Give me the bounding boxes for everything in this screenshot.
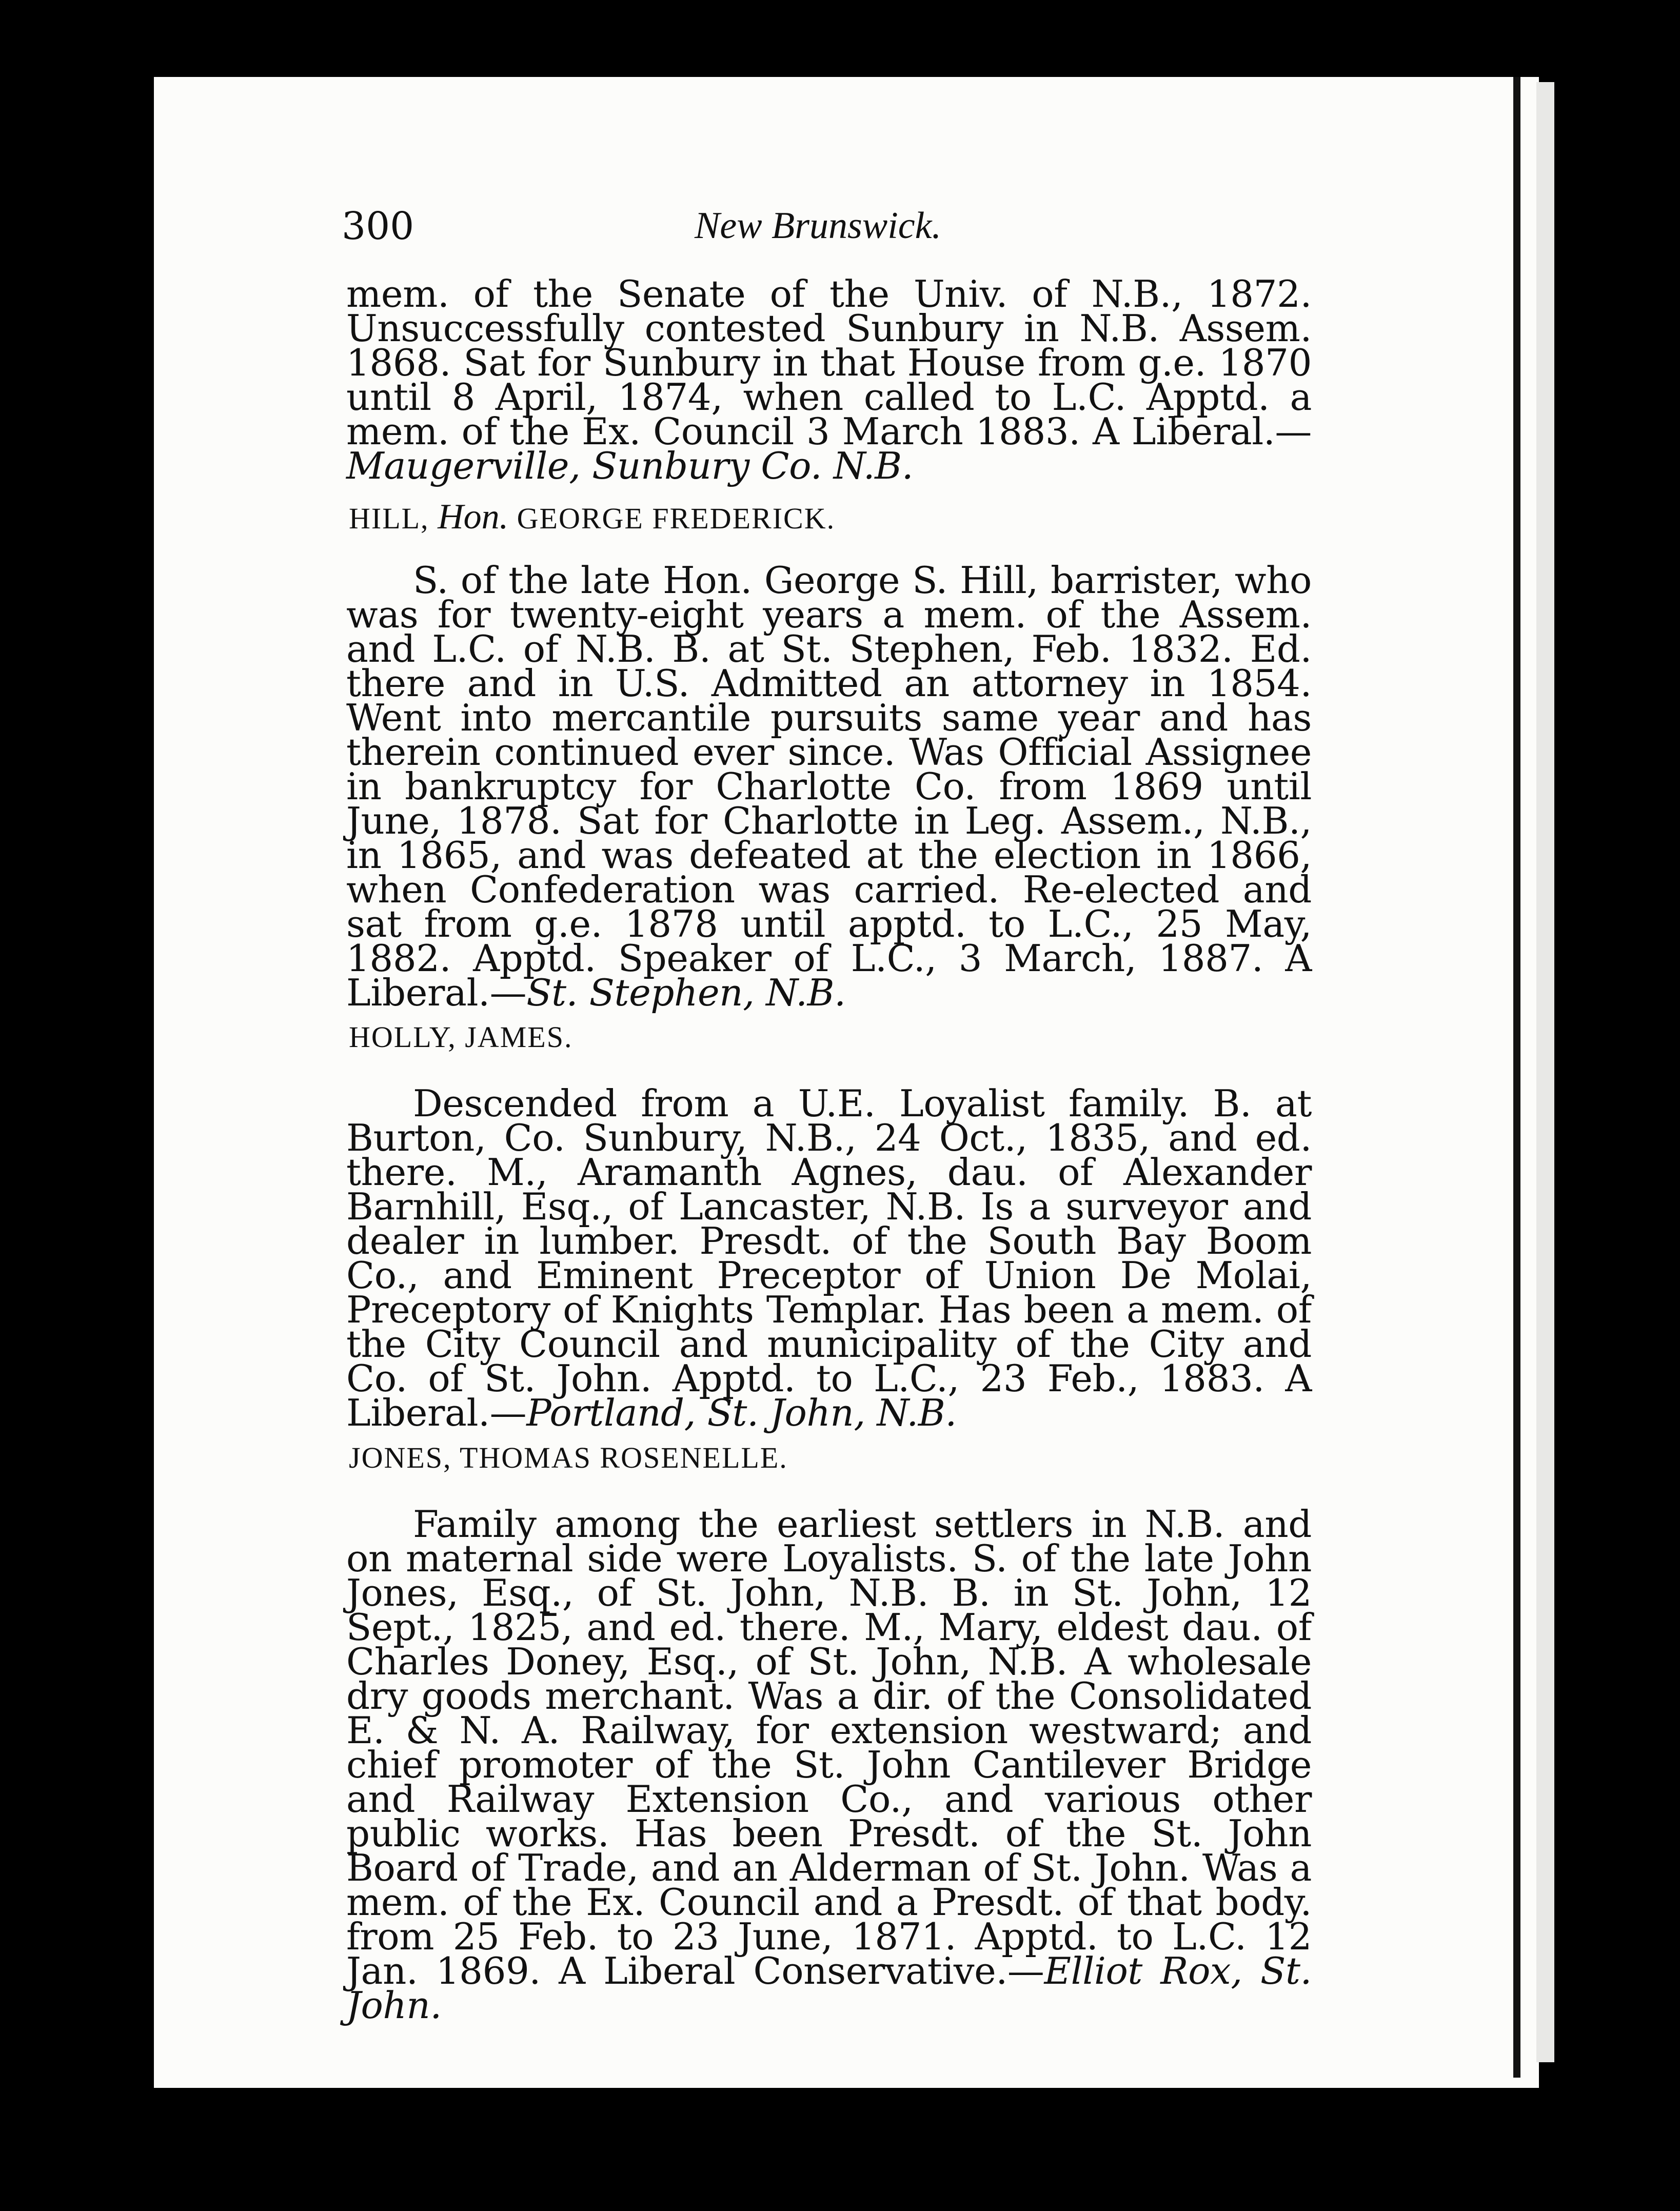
entry-given-names: GEORGE FREDERICK. <box>517 502 836 535</box>
continuation-paragraph <box>346 272 1312 487</box>
binding-edge <box>1513 77 1520 2078</box>
entry-surname: JONES, <box>349 1441 452 1474</box>
entry-body-jones <box>346 1503 1312 2027</box>
entry-given-names: THOMAS ROSENELLE. <box>459 1441 788 1474</box>
continuation-text: mem. of the Senate of the Univ. of N.B., 1872. Unsuccessfully contested Sunbury in N.B. Assem. 1868. Sat for Sunbury in that House from g.e. 1870 until 8 April, 1874, when called to L.C. Apptd. a mem. of the Ex. Council 3 March 1883. A Liberal.— <box>346 272 1312 453</box>
entry-text: Descended from a U.E. Loyalist family. B. at Burton, Co. Sunbury, N.B., 24 Oct., 1835, and ed. there. M., Aramanth Agnes, dau. of Alexander Barnhill, Esq., of Lancaster, N.B. Is a surveyor and dealer in lumber. Presdt. of the South Bay Boom Co., and Eminent Preceptor of Union De Molai, Preceptory of Knights Templar. Has been a mem. of the City Council and municipality of the City and Co. of St. John. Apptd. to L.C., 23 Feb., 1883. A Liberal.— <box>346 1082 1312 1434</box>
entry-surname: HOLLY, <box>349 1020 457 1054</box>
entry-given-names: JAMES. <box>465 1020 573 1054</box>
entry-heading-jones <box>349 1440 788 1475</box>
running-title: New Brunswick. <box>695 205 941 247</box>
entry-body-hill <box>346 559 1312 1014</box>
entry-text: S. of the late Hon. George S. Hill, barrister, who was for twenty-eight years a mem. of the Assem. and L.C. of N.B. B. at St. Stephen, Feb. 1832. Ed. there and in U.S. Admitted an attorney in 1854. Went into mercantile pursuits same year and has therein continued ever since. Was Official Assignee in bankruptcy for Charlotte Co. from 1869 until June, 1878. Sat for Charlotte in Leg. Assem., N.B., in 1865, and was defeated at the election in 1866, when Confederation was carried. Re-elected and sat from g.e. 1878 until apptd. to L.C., 25 May, 1882. Apptd. Speaker of L.C., 3 March, 1887. A Liberal.— <box>346 559 1312 1014</box>
entry-surname: HILL, <box>349 502 429 535</box>
facing-page-edge <box>1536 82 1554 2062</box>
page-number: 300 <box>342 204 414 248</box>
entry-body-holly <box>346 1082 1312 1434</box>
entry-heading-hill <box>349 497 835 538</box>
entry-address: Elliot Rox, St. John. <box>346 1949 1312 2027</box>
entry-address: Portland, St. John, N.B. <box>526 1391 957 1434</box>
entry-address: St. Stephen, N.B. <box>526 971 846 1014</box>
continuation-address: Maugerville, Sunbury Co. N.B. <box>346 444 914 487</box>
page-header <box>342 204 1316 261</box>
entry-honorific: Hon. <box>438 497 509 537</box>
entry-text: Family among the earliest settlers in N.B. and on maternal side were Loyalists. S. of the late John Jones, Esq., of St. John, N.B. B. in St. John, 12 Sept., 1825, and ed. there. M., Mary, eldest dau. of Charles Doney, Esq., of St. John, N.B. A wholesale dry goods merchant. Was a dir. of the Consolidated E. & N. A. Railway, for extension westward; and chief promoter of the St. John Cantilever Bridge and Railway Extension Co., and various other public works. Has been Presdt. of the St. John Board of Trade, and an Alderman of St. John. Was a mem. of the Ex. Council and a Presdt. of that body. from 25 Feb. to 23 June, 1871. Apptd. to L.C. 12 Jan. 1869. A Liberal Conservative.— <box>346 1503 1312 1992</box>
entry-heading-holly <box>349 1020 572 1054</box>
